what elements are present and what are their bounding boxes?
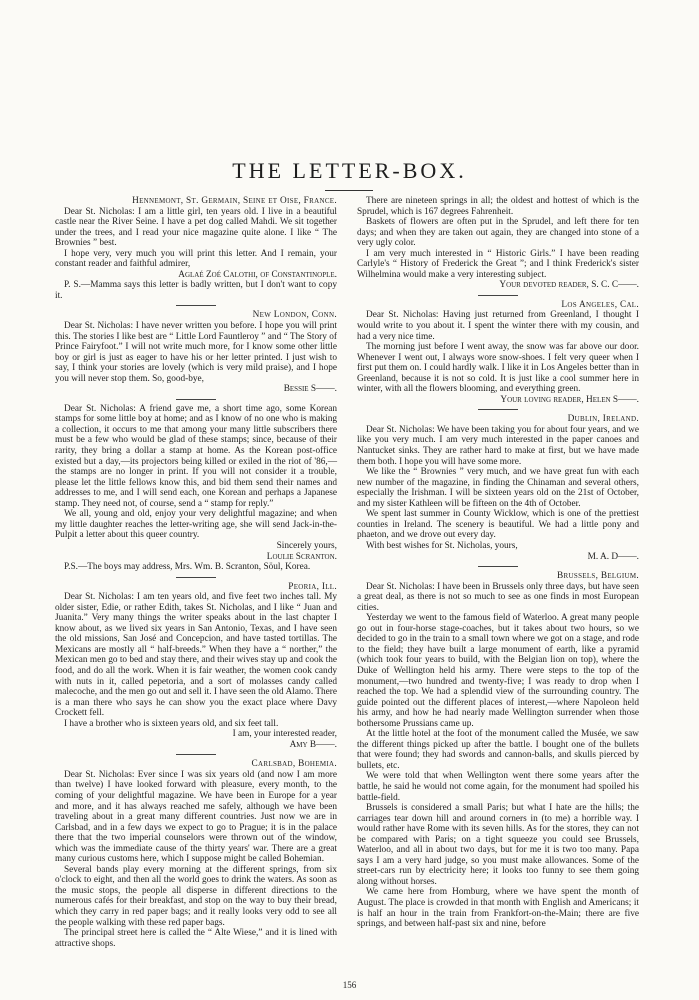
left-column bbox=[55, 196, 337, 949]
letter bbox=[357, 414, 639, 562]
letter-signature: Amy B——. bbox=[289, 739, 337, 750]
letter-separator bbox=[176, 305, 216, 306]
letter-paragraph: Dear St. Nicholas: Ever since I was six years old (and now I am more than twelve) I have looked forward with pleasure, every month, to the coming of your delightful magazine. We have been in Europe for a year and more, and it has always reached me safely, although we have been traveling about in a great many different countries. Just now we are in Carlsbad, and in a few days we expect to go to Prague; it is in the palace there that the two imperial counselors were thrown out of the window, which was the immediate cause of the thirty years' war. There are a great many curious customs here, which I suppose might be called Bohemian. bbox=[55, 769, 337, 865]
letter-closing: Sincerely yours, bbox=[276, 540, 337, 551]
letter-signature: Aglaé Zoé Calothi, of Constantinople. bbox=[178, 269, 337, 280]
letter-location: Los Angeles, Cal. bbox=[561, 299, 639, 310]
letter-location: New London, Conn. bbox=[252, 310, 337, 321]
letter-closing: I am, your interested reader, bbox=[232, 729, 337, 740]
page-title: THE LETTER-BOX. bbox=[232, 158, 467, 183]
letter-postscript: P. S.—Mamma says this letter is badly written, but I don't want to copy it. bbox=[55, 280, 337, 301]
letter-separator bbox=[478, 295, 518, 296]
letter-paragraph: Brussels is considered a small Paris; but what I hate are the hills; the carriages tear down hill and around corners in (to me) a horrible way. I would rather have Rome with its seven hills. As for the stores, they can not be compared with Paris; on a tight squeeze you could see Brussels, Waterloo, and all in about two days, but for me it is two too many. Papa says I am a very hard judge, so you must make allowances. Some of the street-cars run by electricity here; it looks too funny to see them going along without horses. bbox=[357, 803, 639, 887]
letter-location: Carlsbad, Bohemia. bbox=[251, 759, 337, 770]
letter-paragraph: The morning just before I went away, the snow was far above our door. Whenever I went out, I always wore snow-shoes. I felt very queer when I first put them on. I could hardly walk. I like it in Los Angeles better than in Greenland, because it is not so cold. It is just like a cool summer here in winter, with all the flowers blooming, and everything green. bbox=[357, 342, 639, 395]
letter-paragraph: I hope very, very much you will print this letter. And I remain, your constant reader and faithful admirer, bbox=[55, 248, 337, 270]
letter bbox=[55, 582, 337, 751]
letter-paragraph: We were told that when Wellington went there some years after the battle, he said he would not come again, for the monument had spoiled his battle-field. bbox=[357, 771, 639, 803]
letter bbox=[55, 404, 337, 573]
letter-separator bbox=[176, 754, 216, 755]
page-number: 156 bbox=[342, 980, 357, 990]
title-rule bbox=[325, 190, 373, 191]
letter bbox=[357, 196, 639, 291]
letter-paragraph: We spent last summer in County Wicklow, which is one of the prettiest counties in Ireland. The scenery is beautiful. We had a little pony and phaeton, and we drove out every day. bbox=[357, 509, 639, 541]
letter-signature: Your loving reader, Helen S——. bbox=[500, 394, 639, 405]
letter-signature: Your devoted reader, S. C. C——. bbox=[499, 280, 639, 291]
letter-paragraph: We all, young and old, enjoy your very delightful magazine; and when my little daughter reaches the letter-writing age, she will send Jack-in-the-Pulpit a letter about this queer country. bbox=[55, 509, 337, 541]
letter-paragraph: Dear St. Nicholas: Having just returned from Greenland, I thought I would write to you about it. I spent the winter there with my cousin, and had a very nice time. bbox=[357, 310, 639, 342]
letter-location: Dublin, Ireland. bbox=[567, 414, 639, 425]
letter-paragraph: We came here from Homburg, where we have spent the month of August. The place is crowded in that month with English and Americans; it is half an hour in the train from Frankfort-on-the-Main; there are five springs, and between half-past six and nine, before bbox=[357, 887, 639, 930]
letter-paragraph: The principal street here is called the “ Alte Wiese,” and it is lined with attractive shops. bbox=[55, 928, 337, 949]
letter-paragraph: Dear St. Nicholas: A friend gave me, a short time ago, some Korean stamps for some little boy at home; and as I know of no one who is making a collection, it occurs to me that among your many little subscribers there must be a few who would be glad of these stamps; since, because of their rarity, they bring a dollar a stamp at home. As the Korean post-office existed but a day,—its projectors being killed or exiled in the riot of '86,—the stamps are no longer in print. If you will not consider it a trouble, please let the little fellows know this, and bid them send their names and addresses to me, and I will send each, one Korean and perhaps a Japanese stamp. They need not, of course, send a “ stamp for reply.” bbox=[55, 403, 337, 509]
letter-paragraph: Dear St. Nicholas: I am ten years old, and five feet two inches tall. My older sister, Edie, or rather Edith, takes St. Nicholas, and I like “ Juan and Juanita.” Very many things the writer speaks about in the last chapter I know about, as we lived six years in San Antonio, Texas, and I have seen the old missions, San José and Concepcion, and have tasted tortillas. The Mexicans are mostly all “ half-breeds.” When they have a “ norther,” the Mexican men go to bed and stay there, and their wives stay up and cook the food, and do all the work. When it is fair weather, the women cook candy with nuts in it, called pepetoria, and a sort of molasses candy called malecoche, and the men go out and sell it. I have seen the old Alamo. There is a man there who says he can show you the exact place where Davy Crockett fell. bbox=[55, 592, 337, 719]
letter-signature: M. A. D——. bbox=[587, 551, 639, 562]
letter bbox=[55, 310, 337, 394]
letter bbox=[55, 759, 337, 949]
right-column bbox=[357, 196, 639, 930]
letter-separator bbox=[478, 566, 518, 567]
letter-paragraph: Several bands play every morning at the different springs, from six o'clock to eight, and then all the world goes to drink the waters. As soon as the music stops, the people all disperse in different directions to the numerous cafés for their breakfast, and stop on the way to buy their bread, which they carry in red paper bags; and it really looks very odd to see all the people walking with these red paper bags. bbox=[55, 864, 337, 928]
letter-paragraph: I have a brother who is sixteen years old, and six feet tall. bbox=[64, 718, 279, 729]
letter-paragraph: Dear St. Nicholas: I have never written you before. I hope you will print this. The stories I like best are “ Little Lord Fauntleroy ” and “ The Story of Prince Fairyfoot.” I will not write much more, for I know some other little boy or girl is just as eager to have his or her letter printed. I just wish to say, I think your stories are lovely (which is very mild praise), and I hope you will never stop them. So, good-bye, bbox=[55, 321, 337, 384]
letter-location: Hennemont, St. Germain, Seine et Oise, France. bbox=[132, 196, 337, 206]
letter-paragraph: Dear St. Nicholas: I am a little girl, ten years old. I live in a beautiful castle near the River Seine. I have a pet dog called Mahdi. We sit together under the trees, and I read your nice magazine quite alone. I like “ The Brownies ” best. bbox=[55, 206, 337, 249]
letter-paragraph: Dear St. Nicholas: We have been taking you for about four years, and we like you very much. I am very much interested in the paper canoes and Nantucket sinks. They are rather hard to make at first, but we have made them both. I hope you will have some more. bbox=[357, 424, 639, 467]
letter bbox=[357, 300, 639, 405]
letter-paragraph: Yesterday we went to the famous field of Waterloo. A great many people go out in four-horse stage-coaches, but it takes about two hours, so we decided to go in the train to a small town where we got on a stage, and rode to the field; they have built a large monument of earth, like a pyramid (which took four years to build, with the Belgian lion on top), where the Duke of Wellington held his army. There were steps to the top of the monument,—two hundred and twenty-five; I was ready to drop when I reached the top. We had a splendid view of the surrounding country. The guide pointed out the different places of interest,—where Napoleon held his army, and how he had nearly made Wellington surrender when those bothersome Prussians came up. bbox=[357, 613, 639, 729]
letter-location: Brussels, Belgium. bbox=[557, 571, 639, 582]
letter-separator bbox=[176, 399, 216, 400]
letter-paragraph: With best wishes for St. Nicholas, yours, bbox=[366, 540, 518, 551]
letter-postscript: P.S.—The boys may address, Mrs. Wm. B. Scranton, Söul, Korea. bbox=[64, 562, 311, 573]
letter-signature: Bessie S——. bbox=[283, 384, 337, 395]
letter-paragraph: Baskets of flowers are often put in the Sprudel, and left there for ten days; and when they are taken out again, they are changed into stone of a very ugly color. bbox=[357, 217, 639, 249]
letter-paragraph: I am very much interested in “ Historic Girls.” I have been reading Carlyle's “ History of Frederick the Great ”; and I think Frederick's sister Wilhelmina would make a very interesting subject. bbox=[357, 248, 639, 280]
letter-signature: Loulie Scranton. bbox=[266, 551, 337, 562]
letter-paragraph: At the little hotel at the foot of the monument called the Musée, we saw the different things picked up after the battle. I bought one of the bullets that were found; they had swords and cannon-balls, and skulls pierced by bullets, etc. bbox=[357, 729, 639, 771]
letter-paragraph: There are nineteen springs in all; the oldest and hottest of which is the Sprudel, which is 167 degrees Fahrenheit. bbox=[357, 196, 639, 217]
letter-separator bbox=[478, 409, 518, 410]
letter-paragraph: We like the “ Brownies ” very much, and we have great fun with each new number of the magazine, in finding the Chinaman and several others, especially the Irishman. I will be sixteen years old on the 21st of October, and my sister Kathleen will be fifteen on the 4th of October. bbox=[357, 467, 639, 509]
letter bbox=[55, 196, 337, 301]
letter-separator bbox=[176, 577, 216, 578]
letter-paragraph: Dear St. Nicholas: I have been in Brussels only three days, but have seen a great deal, as there is not so much to see as one finds in most European cities. bbox=[357, 581, 639, 613]
letter-location: Peoria, Ill. bbox=[288, 581, 337, 592]
letter bbox=[357, 571, 639, 930]
